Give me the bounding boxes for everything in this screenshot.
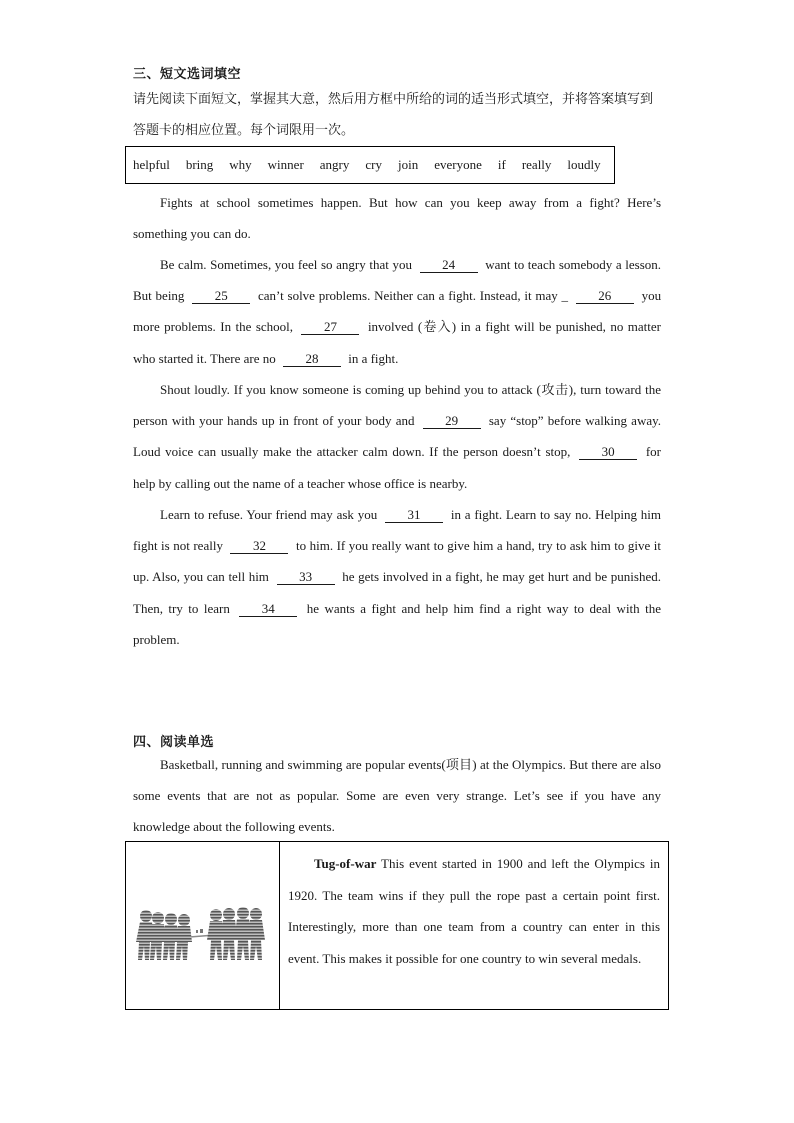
paragraph-text: want to teach somebody a lesson. But being bbox=[133, 257, 662, 304]
word-bank-item: loudly bbox=[567, 157, 601, 172]
paragraph-text: Be calm. Sometimes, you feel so angry that you bbox=[160, 257, 412, 272]
event-name: Tug-of-war bbox=[314, 856, 377, 871]
paragraph-text: Shout loudly. If you know someone is coming up behind you to attack (攻击), turn toward the person with your hands up in front of your body and bbox=[133, 382, 661, 429]
event-description-cell bbox=[280, 842, 668, 1009]
paragraph-text: Learn to refuse. Your friend may ask you bbox=[160, 507, 378, 522]
blank-25[interactable]: 25 bbox=[192, 288, 250, 304]
word-bank-box bbox=[125, 146, 615, 184]
right-team-figures bbox=[207, 907, 265, 960]
center-marker-figure bbox=[196, 929, 203, 933]
paragraph-text: Basketball, running and swimming are popular events(项目) at the Olympics. But there are also some events that are not as popular. Some are even very strange. Let’s see if you have any knowledge about the following events. bbox=[133, 757, 661, 835]
blank-32[interactable]: 32 bbox=[230, 538, 288, 554]
event-image-cell bbox=[126, 842, 280, 1009]
word-bank-item: everyone bbox=[434, 157, 482, 172]
section-4-intro bbox=[133, 749, 661, 843]
passage-paragraph-3 bbox=[133, 374, 661, 499]
word-bank-item: join bbox=[398, 157, 419, 172]
passage-paragraph-4 bbox=[133, 499, 661, 655]
blank-28[interactable]: 28 bbox=[283, 351, 341, 367]
blank-31[interactable]: 31 bbox=[385, 507, 443, 523]
word-bank-item: if bbox=[497, 157, 506, 172]
word-bank-item: winner bbox=[267, 157, 304, 172]
word-bank-item: cry bbox=[365, 157, 382, 172]
blank-27[interactable]: 27 bbox=[301, 319, 359, 335]
blank-34[interactable]: 34 bbox=[239, 601, 297, 617]
word-bank-item: really bbox=[521, 157, 552, 172]
blank-30[interactable]: 30 bbox=[579, 444, 637, 460]
blank-29[interactable]: 29 bbox=[423, 413, 481, 429]
word-bank-item: why bbox=[229, 157, 252, 172]
paragraph-text: he gets involved in a fight, he may get hurt and be punished. Then, try to learn bbox=[133, 569, 661, 616]
passage-paragraph-2 bbox=[133, 249, 661, 374]
section-3-instruction: 请先阅读下面短文，掌握其大意，然后用方框中所给的词的适当形式填空，并将答案填写到答题卡的相应位置。每个词限用一次。 bbox=[133, 92, 654, 138]
word-bank-item: angry bbox=[319, 157, 350, 172]
paragraph-text: for help by calling out the name of a teacher whose office is nearby. bbox=[133, 444, 662, 491]
paragraph-text: in a fight. Learn to say no. Helping him fight is not really bbox=[133, 507, 662, 554]
event-table bbox=[125, 841, 669, 1010]
paragraph-text: say “stop” before walking away. Loud voice can usually make the attacker calm down. If the person doesn’t stop, bbox=[133, 413, 662, 460]
blank-26[interactable]: 26 bbox=[576, 288, 634, 304]
word-bank-item: helpful bbox=[133, 157, 170, 172]
section-3-title: 三、短文选词填空 bbox=[133, 67, 242, 82]
event-description: This event started in 1900 and left the Olympics in 1920. The team wins if they pull the rope past a certain point first. Interestingly, more than one team from a country can enter in this event. This makes it possible for one country to win several medals. bbox=[288, 856, 660, 966]
left-team-figures bbox=[136, 910, 192, 960]
word-bank-item: bring bbox=[185, 157, 214, 172]
paragraph-text: involved (卷入) in a fight will be punished, no matter who started it. There are no bbox=[133, 319, 662, 366]
paragraph-text: to him. If you really want to give him a hand, try to ask him to give it up. Also, you can tell him bbox=[133, 538, 662, 585]
paragraph-text: you more problems. In the school, bbox=[133, 288, 662, 335]
blank-24[interactable]: 24 bbox=[420, 257, 478, 273]
section-4-title: 四、阅读单选 bbox=[133, 735, 215, 750]
paragraph-text: can’t solve problems. Neither can a fight. Instead, it may _ bbox=[258, 288, 568, 304]
paragraph-text: he wants a fight and help him find a right way to deal with the problem. bbox=[133, 600, 662, 647]
tug-of-war-image bbox=[126, 842, 278, 1009]
passage-paragraph-1 bbox=[133, 187, 661, 249]
blank-33[interactable]: 33 bbox=[277, 569, 335, 585]
paragraph-text: Fights at school sometimes happen. But how can you keep away from a fight? Here’s something you can do. bbox=[133, 195, 661, 242]
paragraph-text: in a fight. bbox=[348, 350, 399, 366]
